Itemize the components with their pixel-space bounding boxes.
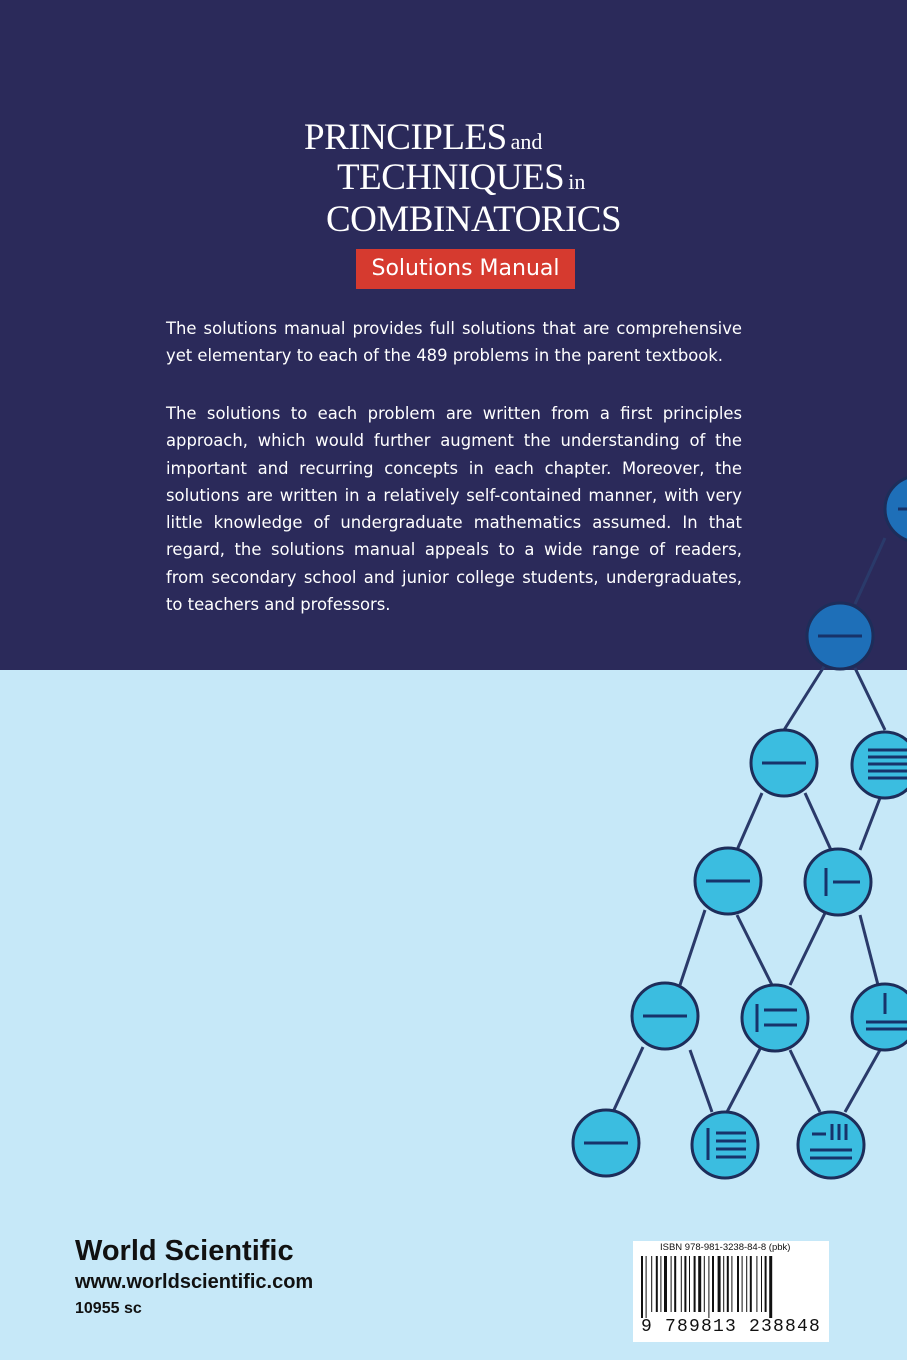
- node-glyphs: [584, 509, 907, 1160]
- barcode-number: 9 789813 238848: [641, 1317, 822, 1337]
- barcode-bar: [674, 1256, 676, 1312]
- tree-node-row5-b: [692, 1112, 758, 1178]
- barcode-bar: [664, 1256, 667, 1312]
- barcode-bar: [704, 1256, 705, 1312]
- barcode-bar: [698, 1256, 701, 1312]
- barcode-bar: [746, 1256, 747, 1312]
- barcode-bar: [731, 1256, 732, 1312]
- barcode-bar: [756, 1256, 757, 1312]
- tree-node-row4-mid: [742, 985, 808, 1051]
- barcode-bars: [637, 1256, 825, 1318]
- barcode-bar: [646, 1256, 647, 1318]
- barcode-bar: [656, 1256, 658, 1312]
- description-paragraph-1: The solutions manual provides full solutions that are comprehensive yet elementary to each of the 489 problems in the parent textbook.: [166, 319, 742, 366]
- barcode-bar: [671, 1256, 672, 1312]
- title-line-3: COMBINATORICS: [326, 199, 622, 240]
- barcode-box: [633, 1241, 829, 1342]
- barcode-bar: [708, 1256, 709, 1318]
- description-paragraph-2: The solutions to each problem are written from a first principles approach, which would further augment the understanding of the important and recurring concepts in each chapter. Moreover, the solutions are written in a relatively self-contained manner, with very little knowledge of undergraduate mathematics assumed. In that regard, the solutions manual appeals to a wide range of readers, from secondary school and junior college students, undergraduates, to teachers and professors.: [166, 404, 742, 615]
- barcode-bar: [761, 1256, 762, 1312]
- barcode-bar: [727, 1256, 729, 1312]
- title-line-2: TECHNIQUES in: [337, 157, 586, 198]
- barcode-bar: [641, 1256, 643, 1318]
- barcode-bar: [750, 1256, 752, 1312]
- barcode-bar: [765, 1256, 767, 1312]
- barcode-bar: [737, 1256, 739, 1312]
- barcode-bar: [689, 1256, 690, 1312]
- tree-node-row4-right: [852, 984, 907, 1050]
- barcode-bar: [742, 1256, 743, 1312]
- barcode-bar: [651, 1256, 652, 1312]
- barcode-bar: [718, 1256, 721, 1312]
- barcode-bar: [694, 1256, 696, 1312]
- publisher-name: World Scientific: [75, 1235, 294, 1267]
- tree-node-row5-c: [798, 1112, 864, 1178]
- title-line-1: PRINCIPLES and: [304, 117, 543, 158]
- barcode-bar: [684, 1256, 686, 1312]
- catalog-code: 10955 sc: [75, 1300, 142, 1317]
- barcode-bar: [769, 1256, 772, 1318]
- solutions-manual-badge: Solutions Manual: [356, 249, 575, 289]
- barcode-bar: [681, 1256, 682, 1312]
- barcode-bar: [723, 1256, 724, 1312]
- barcode-bar: [660, 1256, 661, 1312]
- isbn-label: ISBN 978-981-3238-84-8 (pbk): [660, 1242, 791, 1253]
- publisher-website[interactable]: www.worldscientific.com: [75, 1271, 314, 1293]
- barcode-bar: [712, 1256, 714, 1312]
